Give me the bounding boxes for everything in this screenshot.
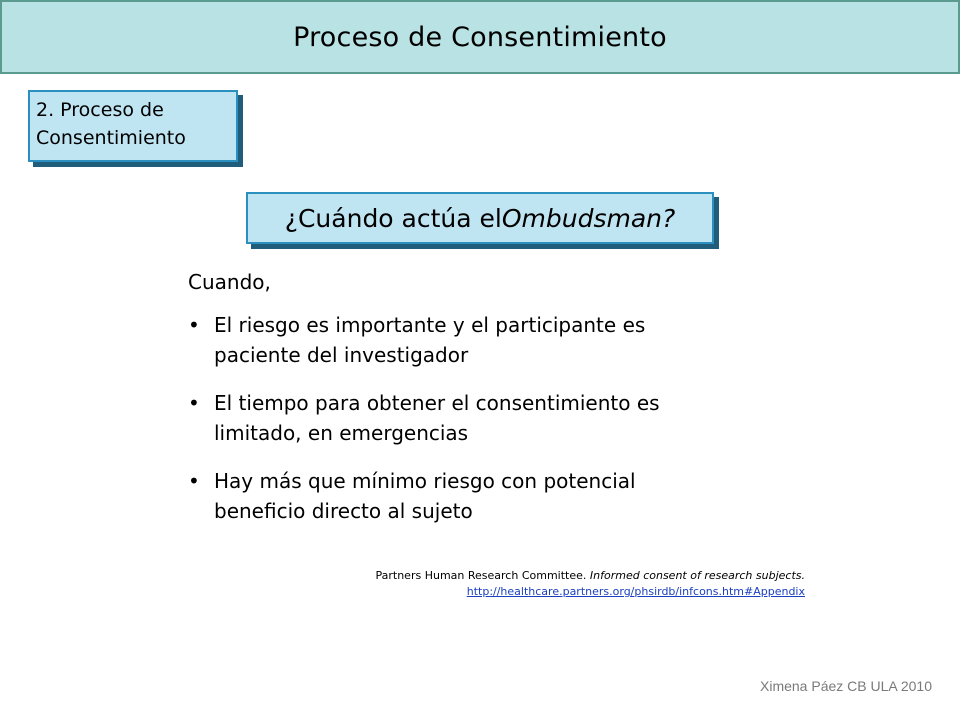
bullet-list <box>188 310 788 544</box>
bullet-line-2: beneficio directo al sujeto <box>214 499 473 523</box>
bullet-line-2: limitado, en emergencias <box>214 421 469 445</box>
bullet-item <box>188 388 788 448</box>
question-heading-emphasis: Ombudsman? <box>501 203 676 233</box>
bullet-line-1: El riesgo es importante y el participante es <box>214 313 646 337</box>
section-label-line-1: 2. Proceso de <box>36 99 164 121</box>
bullet-icon: • <box>188 391 200 415</box>
bullet-line-2: paciente del investigador <box>214 343 469 367</box>
bullet-item <box>188 310 788 370</box>
bullet-icon: • <box>188 469 200 493</box>
section-label-box <box>28 90 238 162</box>
question-heading-box <box>246 192 714 244</box>
footer-credit: Ximena Páez CB ULA 2010 <box>760 678 932 694</box>
bullet-item <box>188 466 788 526</box>
citation <box>376 568 806 600</box>
citation-link[interactable]: http://healthcare.partners.org/phsirdb/infcons.htm#Appendix <box>466 585 805 598</box>
bullet-icon: • <box>188 313 200 337</box>
citation-title: Informed consent of research subjects. <box>589 569 805 582</box>
intro-text: Cuando, <box>188 270 271 294</box>
bullet-line-1: Hay más que mínimo riesgo con potencial <box>214 469 636 493</box>
title-bar <box>0 0 960 74</box>
bullet-line-1: El tiempo para obtener el consentimiento es <box>214 391 660 415</box>
page-title: Proceso de Consentimiento <box>293 21 667 53</box>
question-heading-prefix: ¿Cuándo actúa el <box>284 203 502 233</box>
citation-author: Partners Human Research Committee. <box>375 569 590 582</box>
section-label-line-2: Consentimiento <box>36 127 186 149</box>
citation-text <box>376 568 806 584</box>
